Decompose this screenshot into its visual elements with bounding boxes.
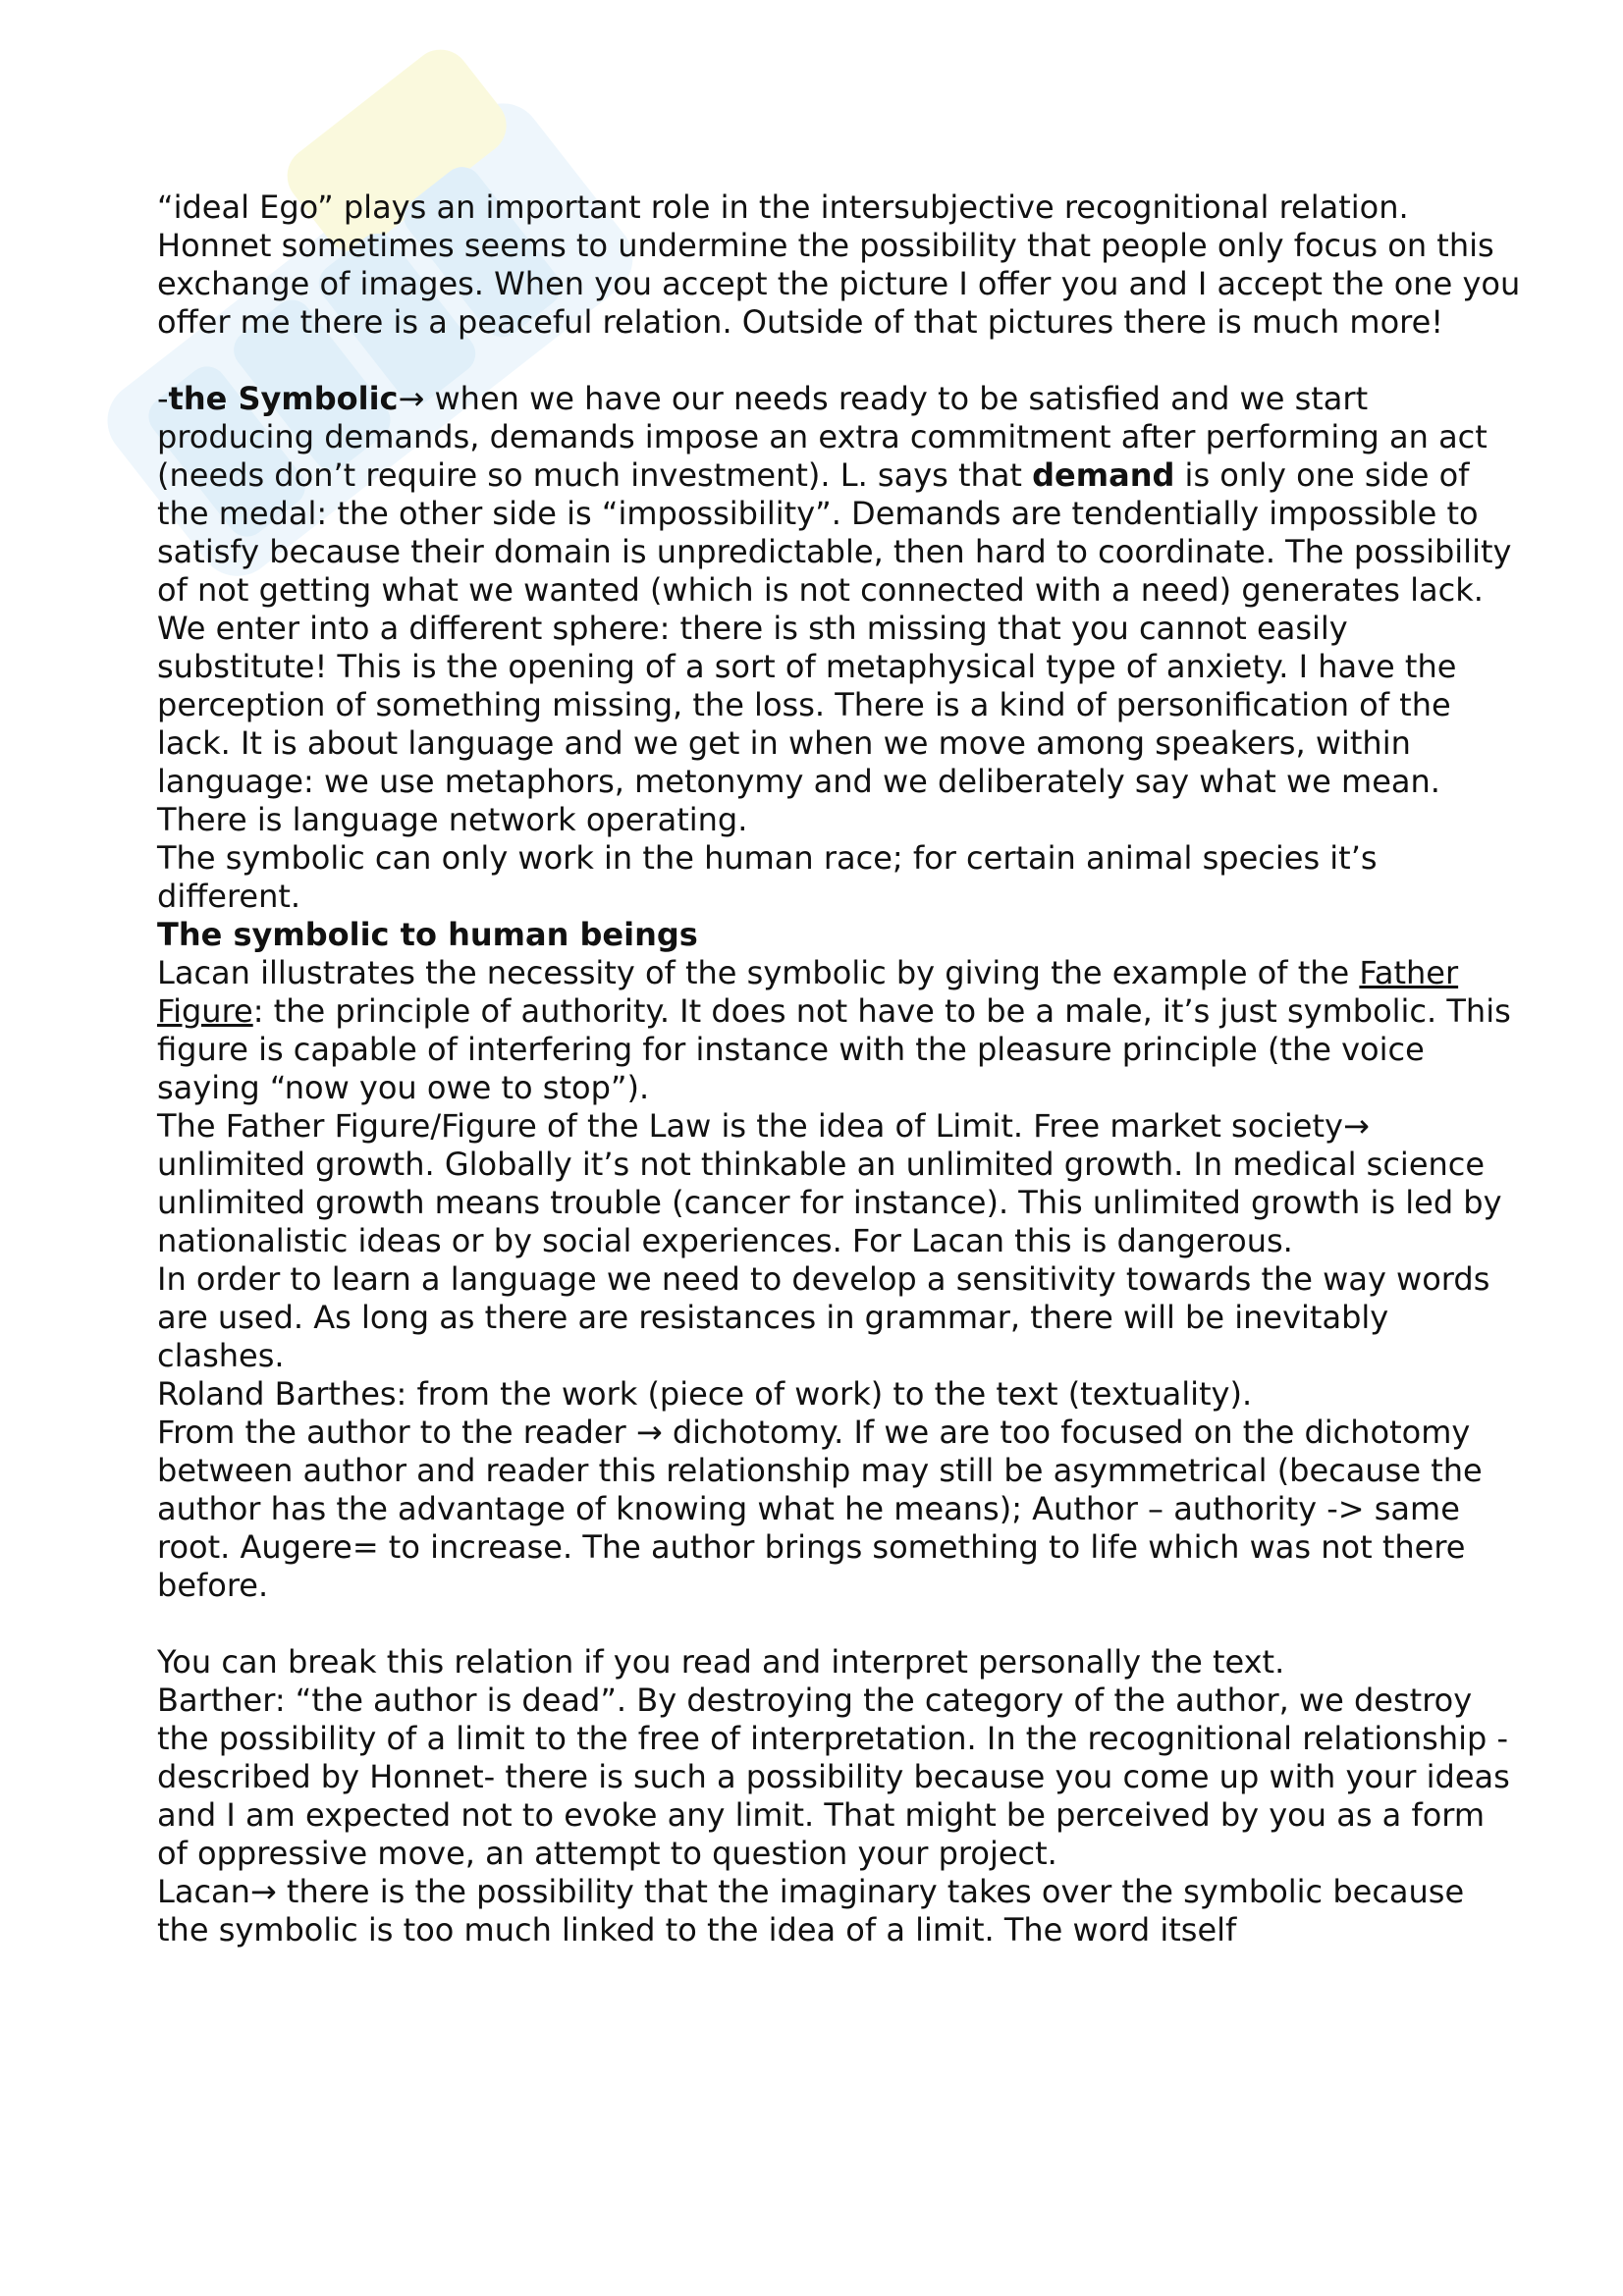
arrow-icon: →	[635, 1414, 663, 1451]
paragraph-text: dichotomy. If we are too focused on the dichotomy between author and reader this relationship may still be asymmetrical (because the author has the advantage of knowing what he means); Author – authority -> same root. Augere= to increase. The author brings something to life which was not there before.	[157, 1414, 1483, 1604]
paragraph-text: Lacan illustrates the necessity of the symbolic by giving the example of the	[157, 954, 1360, 991]
paragraph-symbolic	[157, 380, 1522, 839]
paragraph-lacan-imaginary	[157, 1873, 1522, 1949]
term-demand: demand	[1032, 456, 1175, 494]
paragraph-text: The Father Figure/Figure of the Law is the idea of Limit. Free market society	[157, 1107, 1343, 1145]
dash: -	[157, 380, 169, 417]
paragraph-text: From the author to the reader	[157, 1414, 636, 1451]
paragraph-language: In order to learn a language we need to develop a sensitivity towards the way words are used. As long as there are resistances in grammar, there will be inevitably clashes.	[157, 1260, 1490, 1374]
arrow-icon: →	[398, 380, 425, 417]
paragraph-text: there is the possibility that the imaginary takes over the symbolic because the symbolic is too much linked to the idea of a limit. The word itself	[157, 1873, 1465, 1949]
paragraph-author-dead: Barther: “the author is dead”. By destroying the category of the author, we destroy the possibility of a limit to the free of interpretation. In the recognitional relationship -described by Honnet- there is such a possibility because you come up with your ideas and I am expected not to evoke any limit. That might be perceived by you as a form of oppressive move, an attempt to question your project.	[157, 1682, 1510, 1872]
paragraph-author-reader	[157, 1414, 1522, 1605]
arrow-icon: →	[249, 1873, 277, 1910]
paragraph-father-figure	[157, 954, 1522, 1107]
document-body	[157, 188, 1522, 1949]
paragraph-ideal-ego: “ideal Ego” plays an important role in the intersubjective recognitional relation. Honnet sometimes seems to undermine the possibility that people only focus on this exchange of images. When you accept the picture I offer you and I accept the one you offer me there is a peaceful relation. Outside of that pictures there is much more!	[157, 188, 1521, 341]
paragraph-text: : the principle of authority. It does not have to be a male, it’s just symbolic. This figure is capable of interfering for instance with the pleasure principle (the voice saying “now you owe to stop”).	[157, 992, 1511, 1106]
paragraph-text: unlimited growth. Globally it’s not thinkable an unlimited growth. In medical science unlimited growth means trouble (cancer for instance). This unlimited growth is led by nationalistic ideas or by social experiences. For Lacan this is dangerous.	[157, 1146, 1502, 1259]
paragraph-text: Lacan	[157, 1873, 250, 1910]
paragraph-break-relation: You can break this relation if you read and interpret personally the text.	[157, 1643, 1285, 1681]
heading-symbolic-human-beings: The symbolic to human beings	[157, 916, 698, 953]
term-the-symbolic: the Symbolic	[168, 380, 399, 417]
paragraph-text: when we have our needs ready to be satisfied and we start producing demands, demands impose an extra commitment after performing an act (needs don’t require so much investment). L. says that	[157, 380, 1488, 494]
paragraph-limit	[157, 1107, 1522, 1260]
arrow-icon: →	[1342, 1107, 1370, 1145]
paragraph-text: is only one side of the medal: the other side is “impossibility”. Demands are tendentially impossible to satisfy because their domain is unpredictable, then hard to coordinate. The possibility of not getting what we wanted (which is not connected with a need) generates lack. We enter into a different sphere: there is sth missing that you cannot easily substitute! This is the opening of a sort of metaphysical type of anxiety. I have the perception of something missing, the loss. There is a kind of personification of the lack. It is about language and we get in when we move among speakers, within language: we use metaphors, metonymy and we deliberately say what we mean. There is language network operating.	[157, 456, 1512, 838]
term-father-figure: Father Figure	[157, 954, 1459, 1030]
paragraph-human-race: The symbolic can only work in the human race; for certain animal species it’s different.	[157, 839, 1378, 915]
paragraph-barthes: Roland Barthes: from the work (piece of work) to the text (textuality).	[157, 1375, 1253, 1413]
